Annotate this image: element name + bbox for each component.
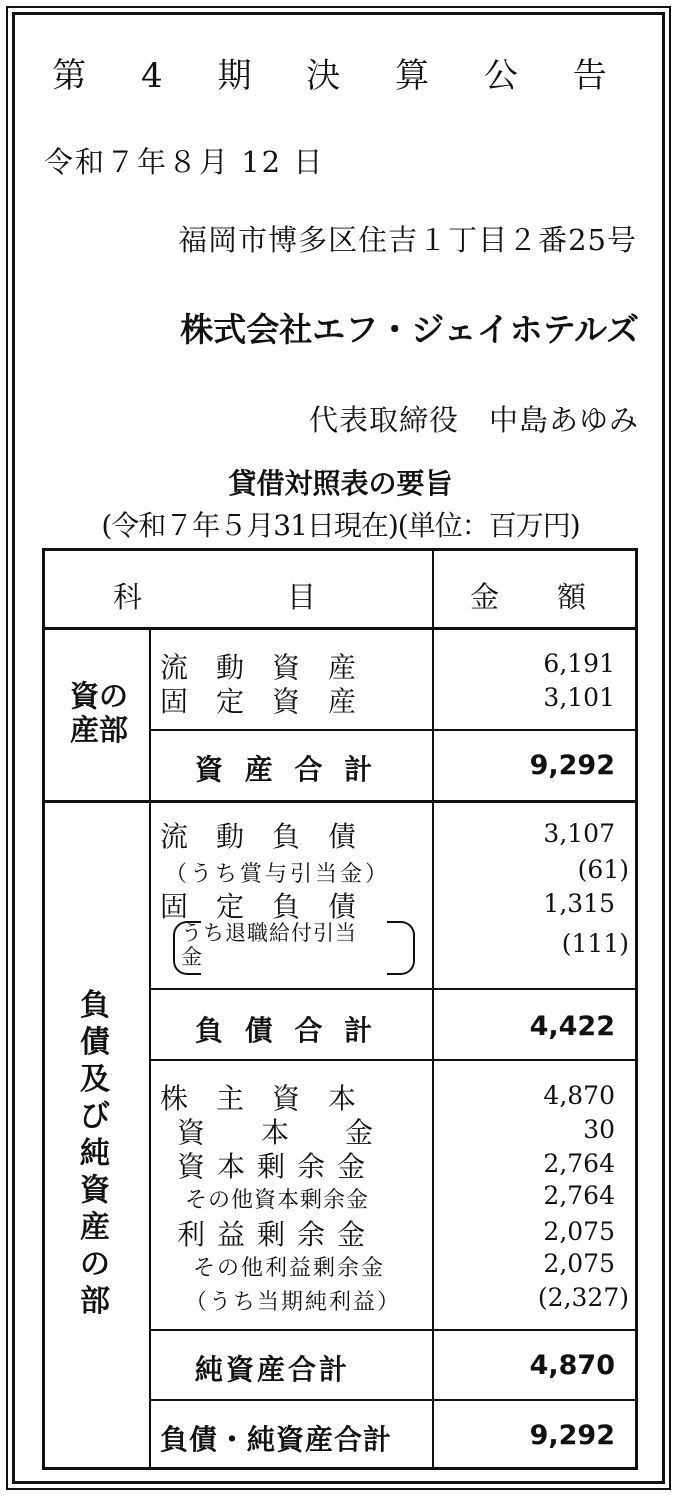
header-amount: 金 額 [470, 580, 587, 614]
other-retained-earnings-value: 2,075 [543, 1249, 615, 1278]
current-liabilities-label: 流 動 負 債 [160, 820, 357, 853]
bonus-provision-value: (61) [577, 855, 629, 884]
other-capital-surplus-value: 2,764 [543, 1181, 615, 1210]
capital-stock-label: 資 本 金 [177, 1116, 374, 1149]
current-assets-label: 流 動 資 産 [160, 651, 357, 684]
retained-earnings-label: 利益剰余金 [177, 1218, 378, 1251]
equity-total-label: 純資産合計 [195, 1353, 351, 1386]
shareholders-equity-value: 4,870 [543, 1081, 615, 1110]
shareholders-equity-label: 株 主 資 本 [160, 1082, 357, 1115]
balance-sheet-title: 貸借対照表の要旨 [228, 467, 453, 500]
equity-total-value: 4,870 [529, 1350, 615, 1381]
assets-total-label: 資 産 合 計 [195, 753, 379, 786]
balance-sheet-table [42, 548, 638, 1470]
current-assets-value: 6,191 [543, 649, 615, 678]
header-divider [45, 627, 635, 630]
other-capital-surplus-label: その他資本剰余金 [185, 1188, 370, 1213]
fixed-assets-label: 固 定 資 産 [160, 685, 357, 718]
notice-date: 令和７年８月 12 日 [44, 145, 325, 179]
fixed-liabilities-label: 固 定 負 債 [160, 890, 357, 923]
company-name: 株式会社エフ・ジェイホテルズ [180, 310, 639, 349]
retirement-provision-label-line1: うち退職給付引当 [181, 921, 357, 945]
assets-section-divider [45, 800, 635, 803]
assets-section-label: 資の産部 [69, 679, 128, 747]
capital-surplus-label: 資本剰余金 [177, 1150, 378, 1183]
equity-total-divider [151, 1329, 635, 1331]
retirement-provision-label-line2: 金 [181, 945, 202, 969]
assets-total-value: 9,292 [529, 750, 615, 781]
fixed-assets-value: 3,101 [543, 683, 615, 712]
liabilities-equity-section-label: 負債及び純資産の部 [80, 988, 110, 1319]
grand-total-label: 負債・純資産合計 [160, 1423, 393, 1456]
current-liabilities-value: 3,107 [543, 819, 615, 848]
balance-sheet-subtitle: (令和７年５月31日現在)(単位：百万円) [101, 509, 580, 542]
liabilities-total-value: 4,422 [529, 1011, 615, 1042]
liabilities-total-divider [151, 988, 635, 990]
section-column-divider [149, 629, 151, 1467]
grand-total-value: 9,292 [529, 1420, 615, 1451]
net-income-label: （うち当期純利益） [185, 1290, 402, 1315]
other-retained-earnings-label: その他利益剰余金 [193, 1256, 386, 1281]
notice-title: 第 4 期 決 算 公 告 [52, 56, 629, 96]
header-item: 科 目 [113, 580, 317, 614]
net-income-value: (2,327) [537, 1283, 629, 1312]
liabilities-total-label: 負 債 合 計 [195, 1014, 379, 1047]
representative: 代表取締役 中島あゆみ [308, 403, 639, 437]
assets-total-divider [151, 729, 635, 731]
grand-total-divider [151, 1399, 635, 1401]
equity-start-divider [151, 1059, 635, 1061]
capital-surplus-value: 2,764 [543, 1149, 615, 1178]
retained-earnings-value: 2,075 [543, 1217, 615, 1246]
retirement-provision-value: (111) [561, 929, 629, 958]
company-address: 福岡市博多区住吉１丁目２番25号 [178, 223, 637, 257]
fixed-liabilities-value: 1,315 [543, 889, 615, 918]
bonus-provision-label: （うち賞与引当金） [165, 862, 391, 887]
capital-stock-value: 30 [583, 1115, 615, 1144]
retirement-bracket-right [387, 921, 415, 975]
